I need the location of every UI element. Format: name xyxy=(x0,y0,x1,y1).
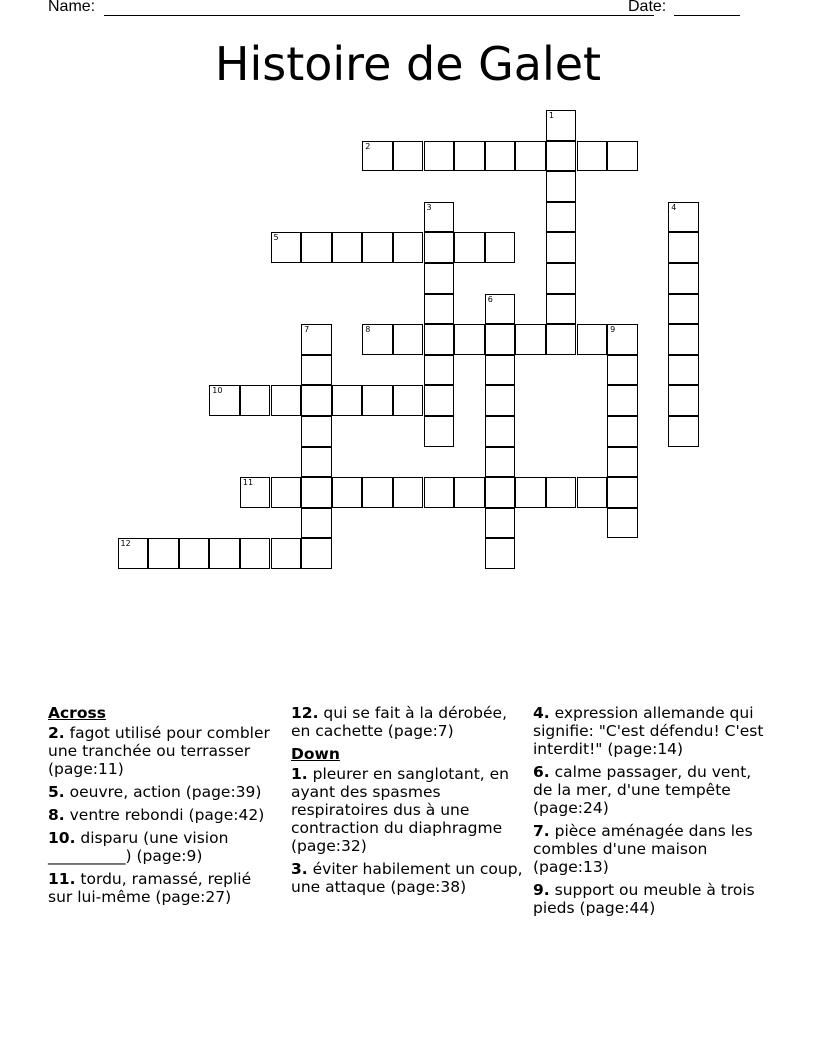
grid-cell[interactable] xyxy=(485,416,516,447)
grid-cell[interactable] xyxy=(577,324,608,355)
clue-text: oeuvre, action (page:39) xyxy=(69,783,262,801)
grid-cell[interactable] xyxy=(271,385,302,416)
clue-number: 12. xyxy=(291,704,319,722)
grid-cell[interactable] xyxy=(301,385,332,416)
grid-cell[interactable] xyxy=(607,141,638,172)
grid-cell[interactable] xyxy=(546,171,577,202)
clue-down-6 xyxy=(533,763,765,817)
clue-text: calme passager, du vent, de la mer, d'une tempête (page:24) xyxy=(533,763,752,817)
clue-across-8 xyxy=(48,806,280,824)
cell-number: 5 xyxy=(273,233,279,243)
grid-cell[interactable] xyxy=(668,355,699,386)
clue-down-3 xyxy=(291,860,523,896)
grid-cell[interactable] xyxy=(301,324,332,355)
clue-text: pièce aménagée dans les combles d'une maison (page:13) xyxy=(533,822,753,876)
clue-text: éviter habilement un coup, une attaque (page:38) xyxy=(291,860,523,896)
grid-cell[interactable] xyxy=(515,141,546,172)
grid-cell[interactable] xyxy=(179,538,210,569)
clue-text: fagot utilisé pour combler une tranchée ou terrasser (page:11) xyxy=(48,724,270,778)
grid-cell[interactable] xyxy=(607,324,638,355)
clue-number: 8. xyxy=(48,806,65,824)
grid-cell[interactable] xyxy=(607,385,638,416)
grid-cell[interactable] xyxy=(118,538,149,569)
grid-cell[interactable] xyxy=(424,141,455,172)
cell-number: 4 xyxy=(671,202,677,212)
clue-column-3 xyxy=(533,702,765,922)
grid-cell[interactable] xyxy=(271,538,302,569)
clue-column-2 xyxy=(291,702,523,901)
grid-cell[interactable] xyxy=(607,477,638,508)
grid-cell[interactable] xyxy=(393,385,424,416)
clue-across-2 xyxy=(48,724,280,778)
grid-cell[interactable] xyxy=(209,385,240,416)
grid-cell[interactable] xyxy=(485,538,516,569)
clue-down-1 xyxy=(291,765,523,855)
grid-cell[interactable] xyxy=(546,202,577,233)
grid-cell[interactable] xyxy=(362,232,393,263)
grid-cell[interactable] xyxy=(454,477,485,508)
across-heading: Across xyxy=(48,704,106,722)
grid-cell[interactable] xyxy=(485,294,516,325)
grid-cell[interactable] xyxy=(485,447,516,478)
clue-text: tordu, ramassé, replié sur lui-même (page:27) xyxy=(48,870,252,906)
grid-cell[interactable] xyxy=(485,385,516,416)
down-heading: Down xyxy=(291,745,340,763)
clue-text: expression allemande qui signifie: "C'est défendu! C'est interdit!" (page:14) xyxy=(533,704,764,758)
grid-cell[interactable] xyxy=(301,355,332,386)
clue-column-1 xyxy=(48,702,280,911)
cell-number: 6 xyxy=(487,294,493,304)
grid-cell[interactable] xyxy=(240,538,271,569)
grid-cell[interactable] xyxy=(485,232,516,263)
grid-cell[interactable] xyxy=(301,232,332,263)
clue-across-10 xyxy=(48,829,280,865)
grid-cell[interactable] xyxy=(424,385,455,416)
cell-number: 10 xyxy=(212,386,223,396)
grid-cell[interactable] xyxy=(546,324,577,355)
grid-cell[interactable] xyxy=(485,324,516,355)
grid-cell[interactable] xyxy=(546,294,577,325)
grid-cell[interactable] xyxy=(454,141,485,172)
name-label: Name: xyxy=(48,0,96,15)
grid-cell[interactable] xyxy=(332,232,363,263)
grid-cell[interactable] xyxy=(546,110,577,141)
grid-cell[interactable] xyxy=(546,477,577,508)
grid-cell[interactable] xyxy=(546,141,577,172)
grid-cell[interactable] xyxy=(424,294,455,325)
grid-cell[interactable] xyxy=(393,324,424,355)
grid-cell[interactable] xyxy=(209,538,240,569)
grid-cell[interactable] xyxy=(607,416,638,447)
grid-cell[interactable] xyxy=(668,294,699,325)
grid-cell[interactable] xyxy=(271,477,302,508)
clue-across-12 xyxy=(291,704,523,740)
clue-number: 4. xyxy=(533,704,550,722)
grid-cell[interactable] xyxy=(362,324,393,355)
clue-text: pleurer en sanglotant, en ayant des spasmes respiratoires dus à une contraction du diaphragme (page:32) xyxy=(291,765,510,855)
grid-cell[interactable] xyxy=(668,416,699,447)
clue-across-5 xyxy=(48,783,280,801)
grid-cell[interactable] xyxy=(485,477,516,508)
cell-number: 2 xyxy=(365,141,371,151)
grid-cell[interactable] xyxy=(271,232,302,263)
grid-cell[interactable] xyxy=(668,232,699,263)
clue-number: 3. xyxy=(291,860,308,878)
grid-cell[interactable] xyxy=(424,324,455,355)
name-field-line[interactable] xyxy=(104,15,654,16)
grid-cell[interactable] xyxy=(424,232,455,263)
clue-text: support ou meuble à trois pieds (page:44) xyxy=(533,881,755,917)
grid-cell[interactable] xyxy=(362,141,393,172)
grid-cell[interactable] xyxy=(393,232,424,263)
clue-text: disparu (une vision __________) (page:9) xyxy=(48,829,229,865)
cell-number: 12 xyxy=(120,539,131,549)
grid-cell[interactable] xyxy=(577,141,608,172)
clue-number: 11. xyxy=(48,870,76,888)
grid-cell[interactable] xyxy=(148,538,179,569)
grid-cell[interactable] xyxy=(424,416,455,447)
grid-cell[interactable] xyxy=(362,385,393,416)
cell-number: 7 xyxy=(304,325,310,335)
grid-cell[interactable] xyxy=(301,477,332,508)
grid-cell[interactable] xyxy=(577,477,608,508)
clue-down-4 xyxy=(533,704,765,758)
clue-number: 6. xyxy=(533,763,550,781)
clue-number: 5. xyxy=(48,783,65,801)
grid-cell[interactable] xyxy=(332,385,363,416)
grid-cell[interactable] xyxy=(515,324,546,355)
grid-cell[interactable] xyxy=(424,202,455,233)
grid-cell[interactable] xyxy=(546,232,577,263)
grid-cell[interactable] xyxy=(424,263,455,294)
clue-number: 2. xyxy=(48,724,65,742)
cell-number: 9 xyxy=(610,325,616,335)
grid-cell[interactable] xyxy=(424,477,455,508)
clue-across-11 xyxy=(48,870,280,906)
grid-cell[interactable] xyxy=(668,263,699,294)
grid-cell[interactable] xyxy=(301,538,332,569)
clue-number: 10. xyxy=(48,829,76,847)
grid-cell[interactable] xyxy=(393,477,424,508)
clue-number: 1. xyxy=(291,765,308,783)
grid-cell[interactable] xyxy=(485,355,516,386)
grid-cell[interactable] xyxy=(454,232,485,263)
clue-text: ventre rebondi (page:42) xyxy=(69,806,265,824)
grid-cell[interactable] xyxy=(393,141,424,172)
clue-down-9 xyxy=(533,881,765,917)
cell-number: 8 xyxy=(365,325,371,335)
header xyxy=(48,0,748,18)
cell-number: 3 xyxy=(426,202,432,212)
date-label: Date: xyxy=(628,0,667,15)
grid-cell[interactable] xyxy=(362,477,393,508)
grid-cell[interactable] xyxy=(301,416,332,447)
cell-number: 1 xyxy=(548,111,554,120)
clue-number: 7. xyxy=(533,822,550,840)
grid-cell[interactable] xyxy=(240,477,271,508)
grid-cell[interactable] xyxy=(668,385,699,416)
grid-cell[interactable] xyxy=(301,447,332,478)
grid-cell[interactable] xyxy=(485,508,516,539)
grid-cell[interactable] xyxy=(668,202,699,233)
grid-cell[interactable] xyxy=(515,477,546,508)
cell-number: 11 xyxy=(242,478,254,488)
grid-cell[interactable] xyxy=(332,477,363,508)
grid-cell[interactable] xyxy=(607,355,638,386)
grid-cell[interactable] xyxy=(485,141,516,172)
clue-down-7 xyxy=(533,822,765,876)
grid-cell[interactable] xyxy=(668,324,699,355)
grid-cell[interactable] xyxy=(546,263,577,294)
clue-text: qui se fait à la dérobée, en cachette (page:7) xyxy=(291,704,507,740)
grid-cell[interactable] xyxy=(607,447,638,478)
grid-cell[interactable] xyxy=(607,508,638,539)
grid-cell[interactable] xyxy=(240,385,271,416)
grid-cell[interactable] xyxy=(424,355,455,386)
date-field-line[interactable] xyxy=(674,15,740,16)
page-title: Histoire de Galet xyxy=(214,37,602,91)
clue-number: 9. xyxy=(533,881,550,899)
grid-cell[interactable] xyxy=(454,324,485,355)
grid-cell[interactable] xyxy=(301,508,332,539)
